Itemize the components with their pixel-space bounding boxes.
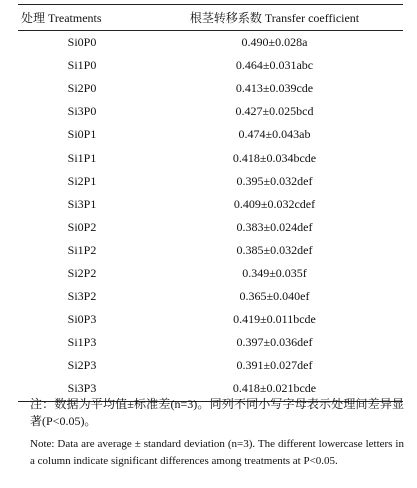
coefficient-cell: 0.427±0.025bcd bbox=[235, 104, 314, 119]
treatment-cell: Si0P0 bbox=[67, 35, 97, 50]
coefficient-cell: 0.395±0.032def bbox=[236, 173, 313, 188]
coefficient-cell: 0.383±0.024def bbox=[236, 219, 313, 234]
coefficient-cell: 0.474±0.043ab bbox=[238, 127, 311, 142]
treatment-cell: Si1P3 bbox=[67, 335, 97, 350]
treatment-cell: Si0P3 bbox=[67, 312, 97, 327]
treatment-cell: Si0P2 bbox=[67, 219, 97, 234]
treatment-cell: Si2P3 bbox=[67, 358, 97, 373]
coefficient-cell: 0.490±0.028a bbox=[241, 35, 308, 50]
treatment-cell: Si3P1 bbox=[67, 196, 97, 211]
table-row bbox=[18, 308, 403, 331]
coefficient-cell: 0.349±0.035f bbox=[242, 265, 307, 280]
treatment-cell: Si3P0 bbox=[67, 104, 97, 119]
table-row bbox=[18, 170, 403, 193]
table-row bbox=[18, 146, 403, 169]
coefficient-cell: 0.413±0.039cde bbox=[235, 81, 314, 96]
treatment-cell: Si3P3 bbox=[18, 377, 146, 401]
header-treatments: 处理 Treatments bbox=[18, 5, 146, 31]
note-english: Note: Data are average ± standard deviation (n=3). The different lowercase letters in a column indicate significant differences among treatments at P<0.05. bbox=[30, 438, 404, 467]
coefficient-cell: 0.419±0.011bcde bbox=[233, 312, 316, 327]
header-row bbox=[18, 5, 403, 31]
transfer-coefficient-table bbox=[18, 4, 403, 402]
table-notes bbox=[30, 396, 404, 470]
table-row bbox=[18, 77, 403, 100]
treatment-cell: Si3P2 bbox=[67, 289, 97, 304]
treatment-cell: Si1P2 bbox=[67, 242, 97, 257]
table-row bbox=[18, 239, 403, 262]
coefficient-cell: 0.397±0.036def bbox=[236, 335, 313, 350]
table-body bbox=[18, 31, 403, 402]
table-row bbox=[18, 285, 403, 308]
treatment-cell: Si2P2 bbox=[67, 265, 97, 280]
table-row bbox=[18, 354, 403, 377]
coefficient-cell: 0.391±0.027def bbox=[236, 358, 313, 373]
coefficient-cell: 0.365±0.040ef bbox=[239, 289, 310, 304]
coefficient-cell: 0.464±0.031abc bbox=[235, 58, 314, 73]
table-row bbox=[18, 100, 403, 123]
treatment-cell: Si1P0 bbox=[67, 58, 97, 73]
treatment-cell: Si2P0 bbox=[67, 81, 97, 96]
coefficient-cell: 0.385±0.032def bbox=[236, 242, 313, 257]
treatment-cell: Si2P1 bbox=[67, 173, 97, 188]
table-row bbox=[18, 54, 403, 77]
table-row bbox=[18, 216, 403, 239]
table-row bbox=[18, 123, 403, 146]
table-header bbox=[18, 5, 403, 31]
coefficient-cell: 0.418±0.021bcde bbox=[146, 377, 403, 401]
header-transfer-coefficient: 根茎转移系数 Transfer coefficient bbox=[146, 5, 403, 31]
treatment-cell: Si0P1 bbox=[67, 127, 97, 142]
table-row bbox=[18, 31, 403, 55]
table-row bbox=[18, 262, 403, 285]
treatment-cell: Si1P1 bbox=[67, 150, 97, 165]
table-row bbox=[18, 193, 403, 216]
coefficient-cell: 0.418±0.034bcde bbox=[232, 150, 317, 165]
table-row bbox=[18, 331, 403, 354]
note-chinese: 注：数据为平均值±标准差(n=3)。同列不同小写字母表示处理间差异显著(P<0.05)。 bbox=[30, 397, 404, 428]
coefficient-cell: 0.409±0.032cdef bbox=[233, 196, 316, 211]
